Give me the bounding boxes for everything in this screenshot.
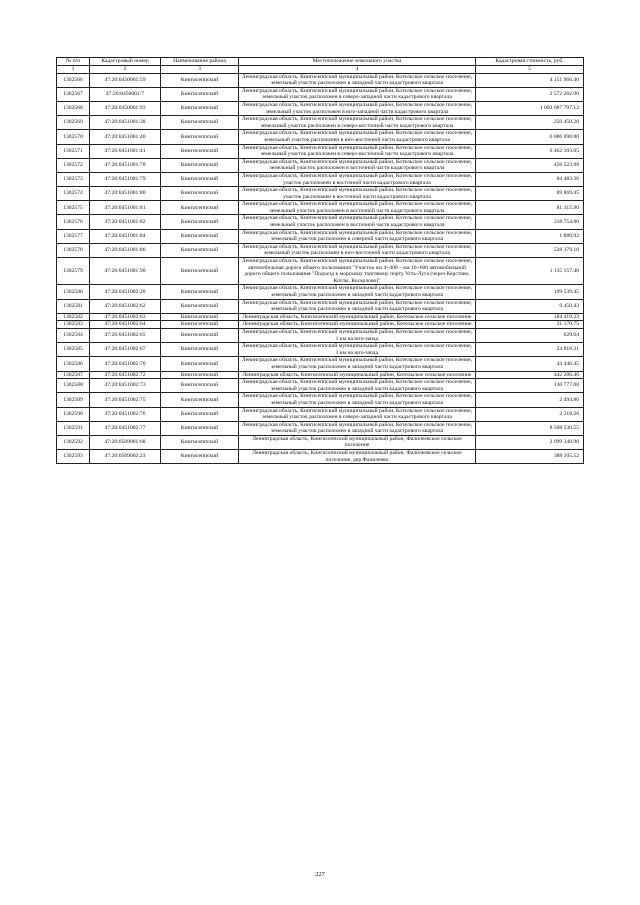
table-row bbox=[57, 313, 584, 321]
row-number: 1302592 bbox=[57, 435, 90, 449]
district-name: Кингисеппский bbox=[161, 73, 239, 87]
cadastral-value: 9 450.43 bbox=[476, 299, 584, 313]
location: Ленинградская область, Кингисеппский муниципальный район, Котельское сельское поселение, участок расположен в восточной части кадастрового квартала bbox=[239, 172, 476, 186]
district-name: Кингисеппский bbox=[161, 116, 239, 130]
district-name: Кингисеппский bbox=[161, 313, 239, 321]
table-row bbox=[57, 144, 584, 158]
table-row bbox=[57, 435, 584, 449]
district-name: Кингисеппский bbox=[161, 172, 239, 186]
location: Ленинградская область, Кингисеппский муниципальный район, Котельское сельское поселение, земельный участок расположен в северной части кадастрового квартала bbox=[239, 229, 476, 243]
district-name: Кингисеппский bbox=[161, 101, 239, 115]
table-row bbox=[57, 116, 584, 130]
table-row bbox=[57, 243, 584, 257]
table-row bbox=[57, 215, 584, 229]
cadastral-number: 47:20:0450001:93 bbox=[90, 101, 161, 115]
location: Ленинградская область, Кингисеппский муниципальный район, Фалилеевское сельское поселение, дер Фалилеево bbox=[239, 450, 476, 464]
cadastral-value: 184 419.23 bbox=[476, 313, 584, 321]
district-name: Кингисеппский bbox=[161, 435, 239, 449]
district-name: Кингисеппский bbox=[161, 450, 239, 464]
cadastral-value: 130 777.08 bbox=[476, 379, 584, 393]
cadastral-value: 528 379.10 bbox=[476, 243, 584, 257]
header-number: № п/п bbox=[57, 58, 90, 66]
header-district: Наименование района bbox=[161, 58, 239, 66]
row-number: 1302585 bbox=[57, 343, 90, 357]
table-row bbox=[57, 172, 584, 186]
cadastral-value: 6 462 103.05 bbox=[476, 144, 584, 158]
row-number: 1302568 bbox=[57, 101, 90, 115]
district-name: Кингисеппский bbox=[161, 144, 239, 158]
location: Ленинградская область, Кингисеппский муниципальный район, Котельское сельское поселение, земельный участок расположен в северо-западной части кадастрового квартала bbox=[239, 87, 476, 101]
cadastral-value: 2 318.26 bbox=[476, 407, 584, 421]
table-row bbox=[57, 379, 584, 393]
district-name: Кингисеппский bbox=[161, 379, 239, 393]
cadastral-number: 47:20:0451002:70 bbox=[90, 357, 161, 371]
district-name: Кингисеппский bbox=[161, 357, 239, 371]
cadastral-number: 47:20:0450001:7 bbox=[90, 87, 161, 101]
row-number: 1302580 bbox=[57, 285, 90, 299]
row-number: 1302586 bbox=[57, 357, 90, 371]
row-number: 1302574 bbox=[57, 187, 90, 201]
location: Ленинградская область, Кингисеппский муниципальный район, Котельское сельское поселение, земельный участок расположен в восточной части кадастрового квартала bbox=[239, 201, 476, 215]
cadastral-number: 47:20:0451001:40 bbox=[90, 130, 161, 144]
district-name: Кингисеппский bbox=[161, 258, 239, 285]
location: Ленинградская область, Кингисеппский муниципальный район, Котельское сельское поселение bbox=[239, 313, 476, 321]
cadastral-value: 1 003 087 797.12 bbox=[476, 101, 584, 115]
district-name: Кингисеппский bbox=[161, 243, 239, 257]
column-number: 4 bbox=[239, 66, 476, 74]
district-name: Кингисеппский bbox=[161, 130, 239, 144]
cadastral-value: 1 135 157.40 bbox=[476, 258, 584, 285]
location: Ленинградская область, Кингисеппский муниципальный район, Котельское сельское поселение, земельный участок расположен в юго-восточной части кадастрового квартала bbox=[239, 243, 476, 257]
cadastral-number: 47:20:0451002:73 bbox=[90, 379, 161, 393]
cadastral-number: 47:20:0451002:64 bbox=[90, 321, 161, 329]
table-row bbox=[57, 87, 584, 101]
cadastral-number: 47:20:0451001:82 bbox=[90, 215, 161, 229]
cadastral-number: 47:20:0451002:62 bbox=[90, 299, 161, 313]
column-number: 2 bbox=[90, 66, 161, 74]
cadastral-value: 31 170.75 bbox=[476, 321, 584, 329]
cadastral-number: 47:20:0451002:65 bbox=[90, 328, 161, 342]
location: Ленинградская область, Кингисеппский муниципальный район, Котельское сельское поселение, земельный участок расположен в западной части кадастрового квартала bbox=[239, 73, 476, 87]
district-name: Кингисеппский bbox=[161, 343, 239, 357]
table-row bbox=[57, 299, 584, 313]
row-number: 1302579 bbox=[57, 258, 90, 285]
location: Ленинградская область, Кингисеппский муниципальный район, Котельское сельское поселение, земельный участок расположен в северо-восточной части кадастрового квартала bbox=[239, 144, 476, 158]
district-name: Кингисеппский bbox=[161, 371, 239, 379]
cadastral-value-table bbox=[56, 57, 584, 464]
header-location: Местоположение земельного участка bbox=[239, 58, 476, 66]
table-row bbox=[57, 229, 584, 243]
table-row bbox=[57, 450, 584, 464]
cadastral-value: 81 315.90 bbox=[476, 201, 584, 215]
location: Ленинградская область, Кингисеппский муниципальный район, Котельское сельское поселение, земельный участок расположен в юго-западной части кадастрового квартала bbox=[239, 101, 476, 115]
page-number: 227 bbox=[315, 871, 325, 878]
cadastral-number: 47:20:0451002:63 bbox=[90, 313, 161, 321]
district-name: Кингисеппский bbox=[161, 299, 239, 313]
cadastral-number: 47:20:0451001:80 bbox=[90, 187, 161, 201]
table-row bbox=[57, 321, 584, 329]
cadastral-number: 47:20:0451001:90 bbox=[90, 258, 161, 285]
column-number: 5 bbox=[476, 66, 584, 74]
table-row bbox=[57, 258, 584, 285]
header-cadastral-number: Кадастровый номер bbox=[90, 58, 161, 66]
table-row bbox=[57, 285, 584, 299]
column-number: 1 bbox=[57, 66, 90, 74]
table-row bbox=[57, 73, 584, 87]
district-name: Кингисеппский bbox=[161, 407, 239, 421]
cadastral-number: 47:20:0451002:75 bbox=[90, 393, 161, 407]
cadastral-number: 47:20:0451001:79 bbox=[90, 172, 161, 186]
location: Ленинградская область, Кингисеппский муниципальный район, Котельское сельское поселение, земельный участок расположен в восточной части кадастрового квартала bbox=[239, 158, 476, 172]
cadastral-value: 4 151 966.40 bbox=[476, 73, 584, 87]
row-number: 1302576 bbox=[57, 215, 90, 229]
row-number: 1302573 bbox=[57, 172, 90, 186]
row-number: 1302583 bbox=[57, 321, 90, 329]
cadastral-value: 1 888.92 bbox=[476, 229, 584, 243]
header-cadastral-value: Кадастровая стоимость, руб. bbox=[476, 58, 584, 66]
cadastral-number: 47:20:0509001:68 bbox=[90, 435, 161, 449]
district-name: Кингисеппский bbox=[161, 229, 239, 243]
cadastral-value: 250 450.20 bbox=[476, 116, 584, 130]
table-row bbox=[57, 328, 584, 342]
district-name: Кингисеппский bbox=[161, 421, 239, 435]
row-number: 1302582 bbox=[57, 313, 90, 321]
cadastral-value: 456 523.98 bbox=[476, 158, 584, 172]
cadastral-value: 2 572 262.00 bbox=[476, 87, 584, 101]
location: Ленинградская область, Кингисеппский муниципальный район, Котельское сельское поселение, земельный участок расположен в юго-восточной части кадастрового квартала bbox=[239, 130, 476, 144]
location: Ленинградская область, Кингисеппский муниципальный район, Котельское сельское поселение, 1 км на юго-запад bbox=[239, 343, 476, 357]
table-row bbox=[57, 393, 584, 407]
cadastral-value: 388 105.52 bbox=[476, 450, 584, 464]
district-name: Кингисеппский bbox=[161, 321, 239, 329]
cadastral-value: 2 099 348.90 bbox=[476, 435, 584, 449]
cadastral-value: 24 818.31 bbox=[476, 343, 584, 357]
cadastral-value: 8 508 530.55 bbox=[476, 421, 584, 435]
location: Ленинградская область, Кингисеппский муниципальный район, Котельское сельское поселение, земельный участок расположен в западной части кадастрового квартала bbox=[239, 393, 476, 407]
location: Ленинградская область, Кингисеппский муниципальный район, Котельское сельское поселение bbox=[239, 371, 476, 379]
cadastral-number: 47:20:0451002:28 bbox=[90, 285, 161, 299]
location: Ленинградская область, Кингисеппский муниципальный район, Котельское сельское поселение, автомобильная дорога общего пользования "Участок км 4+400 – км 16+600 автомобильной дороги общего пользования "Подъезд к морскому торговому порту Усть-Луга (через Керстово, Котлы, Косколово)" bbox=[239, 258, 476, 285]
table-header-row bbox=[57, 58, 584, 66]
row-number: 1302572 bbox=[57, 158, 90, 172]
row-number: 1302581 bbox=[57, 299, 90, 313]
table-row bbox=[57, 187, 584, 201]
table-row bbox=[57, 357, 584, 371]
district-name: Кингисеппский bbox=[161, 87, 239, 101]
location: Ленинградская область, Кингисеппский муниципальный район, Котельское сельское поселение, земельный участок расположен в западной части кадастрового квартала bbox=[239, 299, 476, 313]
location: Ленинградская область, Кингисеппский муниципальный район, Котельское сельское поселение, земельный участок расположен в западной части кадастрового квартала bbox=[239, 421, 476, 435]
location: Ленинградская область, Кингисеппский муниципальный район, Котельское сельское поселение, земельный участок расположен в западной части кадастрового квартала bbox=[239, 379, 476, 393]
cadastral-value: 199 539.45 bbox=[476, 285, 584, 299]
row-number: 1302590 bbox=[57, 407, 90, 421]
district-name: Кингисеппский bbox=[161, 187, 239, 201]
row-number: 1302591 bbox=[57, 421, 90, 435]
location: Ленинградская область, Кингисеппский муниципальный район, Котельское сельское поселение, земельный участок расположен в западной части кадастрового квартала bbox=[239, 285, 476, 299]
cadastral-value: 84 483.36 bbox=[476, 172, 584, 186]
cadastral-value: 318 754.80 bbox=[476, 215, 584, 229]
location: Ленинградская область, Кингисеппский муниципальный район, Котельское сельское поселение bbox=[239, 321, 476, 329]
cadastral-value: 442 286.46 bbox=[476, 371, 584, 379]
cadastral-value: 43 446.45 bbox=[476, 357, 584, 371]
location: Ленинградская область, Кингисеппский муниципальный район, Котельское сельское поселение, земельный участок расположен в северо-восточной части кадастрового квартала bbox=[239, 116, 476, 130]
table-row bbox=[57, 101, 584, 115]
district-name: Кингисеппский bbox=[161, 201, 239, 215]
cadastral-number: 47:20:0451001:78 bbox=[90, 158, 161, 172]
table-row bbox=[57, 371, 584, 379]
cadastral-number: 47:20:0451001:81 bbox=[90, 201, 161, 215]
cadastral-number: 47:20:0451001:41 bbox=[90, 144, 161, 158]
location: Ленинградская область, Кингисеппский муниципальный район, Фалилеевское сельское поселение bbox=[239, 435, 476, 449]
cadastral-number: 47:20:0509002:23 bbox=[90, 450, 161, 464]
cadastral-value: 6 086 698.80 bbox=[476, 130, 584, 144]
cadastral-number: 47:20:0450001:59 bbox=[90, 73, 161, 87]
column-number: 3 bbox=[161, 66, 239, 74]
cadastral-number: 47:20:0451001:84 bbox=[90, 229, 161, 243]
row-number: 1302588 bbox=[57, 379, 90, 393]
row-number: 1302570 bbox=[57, 130, 90, 144]
cadastral-number: 47:20:0451001:86 bbox=[90, 243, 161, 257]
district-name: Кингисеппский bbox=[161, 393, 239, 407]
table-row bbox=[57, 343, 584, 357]
row-number: 1302567 bbox=[57, 87, 90, 101]
table-row bbox=[57, 201, 584, 215]
location: Ленинградская область, Кингисеппский муниципальный район, Котельское сельское поселение, участок расположен в восточной части кадастрового квартала bbox=[239, 187, 476, 201]
table-row bbox=[57, 407, 584, 421]
location: Ленинградская область, Кингисеппский муниципальный район, Котельское сельское поселение, земельный участок расположен в западной части кадастрового квартала bbox=[239, 357, 476, 371]
row-number: 1302569 bbox=[57, 116, 90, 130]
row-number: 1302589 bbox=[57, 393, 90, 407]
row-number: 1302566 bbox=[57, 73, 90, 87]
row-number: 1302571 bbox=[57, 144, 90, 158]
district-name: Кингисеппский bbox=[161, 328, 239, 342]
cadastral-number: 47:20:0451002:76 bbox=[90, 407, 161, 421]
cadastral-number: 47:20:0451001:38 bbox=[90, 116, 161, 130]
location: Ленинградская область, Кингисеппский муниципальный район, Котельское сельское поселение, земельный участок расположен в северо-западной части кадастрового квартала bbox=[239, 407, 476, 421]
row-number: 1302587 bbox=[57, 371, 90, 379]
row-number: 1302577 bbox=[57, 229, 90, 243]
table-row bbox=[57, 130, 584, 144]
row-number: 1302578 bbox=[57, 243, 90, 257]
row-number: 1302593 bbox=[57, 450, 90, 464]
location: Ленинградская область, Кингисеппский муниципальный район, Котельское сельское поселение, земельный участок расположен в восточной части кадастрового квартала bbox=[239, 215, 476, 229]
row-number: 1302575 bbox=[57, 201, 90, 215]
cadastral-number: 47:20:0451002:77 bbox=[90, 421, 161, 435]
district-name: Кингисеппский bbox=[161, 285, 239, 299]
cadastral-value: 2 494.86 bbox=[476, 393, 584, 407]
cadastral-value: 89 869.45 bbox=[476, 187, 584, 201]
cadastral-number: 47:20:0451002:67 bbox=[90, 343, 161, 357]
district-name: Кингисеппский bbox=[161, 158, 239, 172]
cadastral-value: 629.64 bbox=[476, 328, 584, 342]
row-number: 1302584 bbox=[57, 328, 90, 342]
cadastral-number: 47:20:0451002:72 bbox=[90, 371, 161, 379]
table-row bbox=[57, 158, 584, 172]
table-row bbox=[57, 421, 584, 435]
column-number-row bbox=[57, 66, 584, 74]
location: Ленинградская область, Кингисеппский муниципальный район, Котельское сельское поселение, 1 км на юго-запад bbox=[239, 328, 476, 342]
table-body bbox=[57, 73, 584, 464]
district-name: Кингисеппский bbox=[161, 215, 239, 229]
